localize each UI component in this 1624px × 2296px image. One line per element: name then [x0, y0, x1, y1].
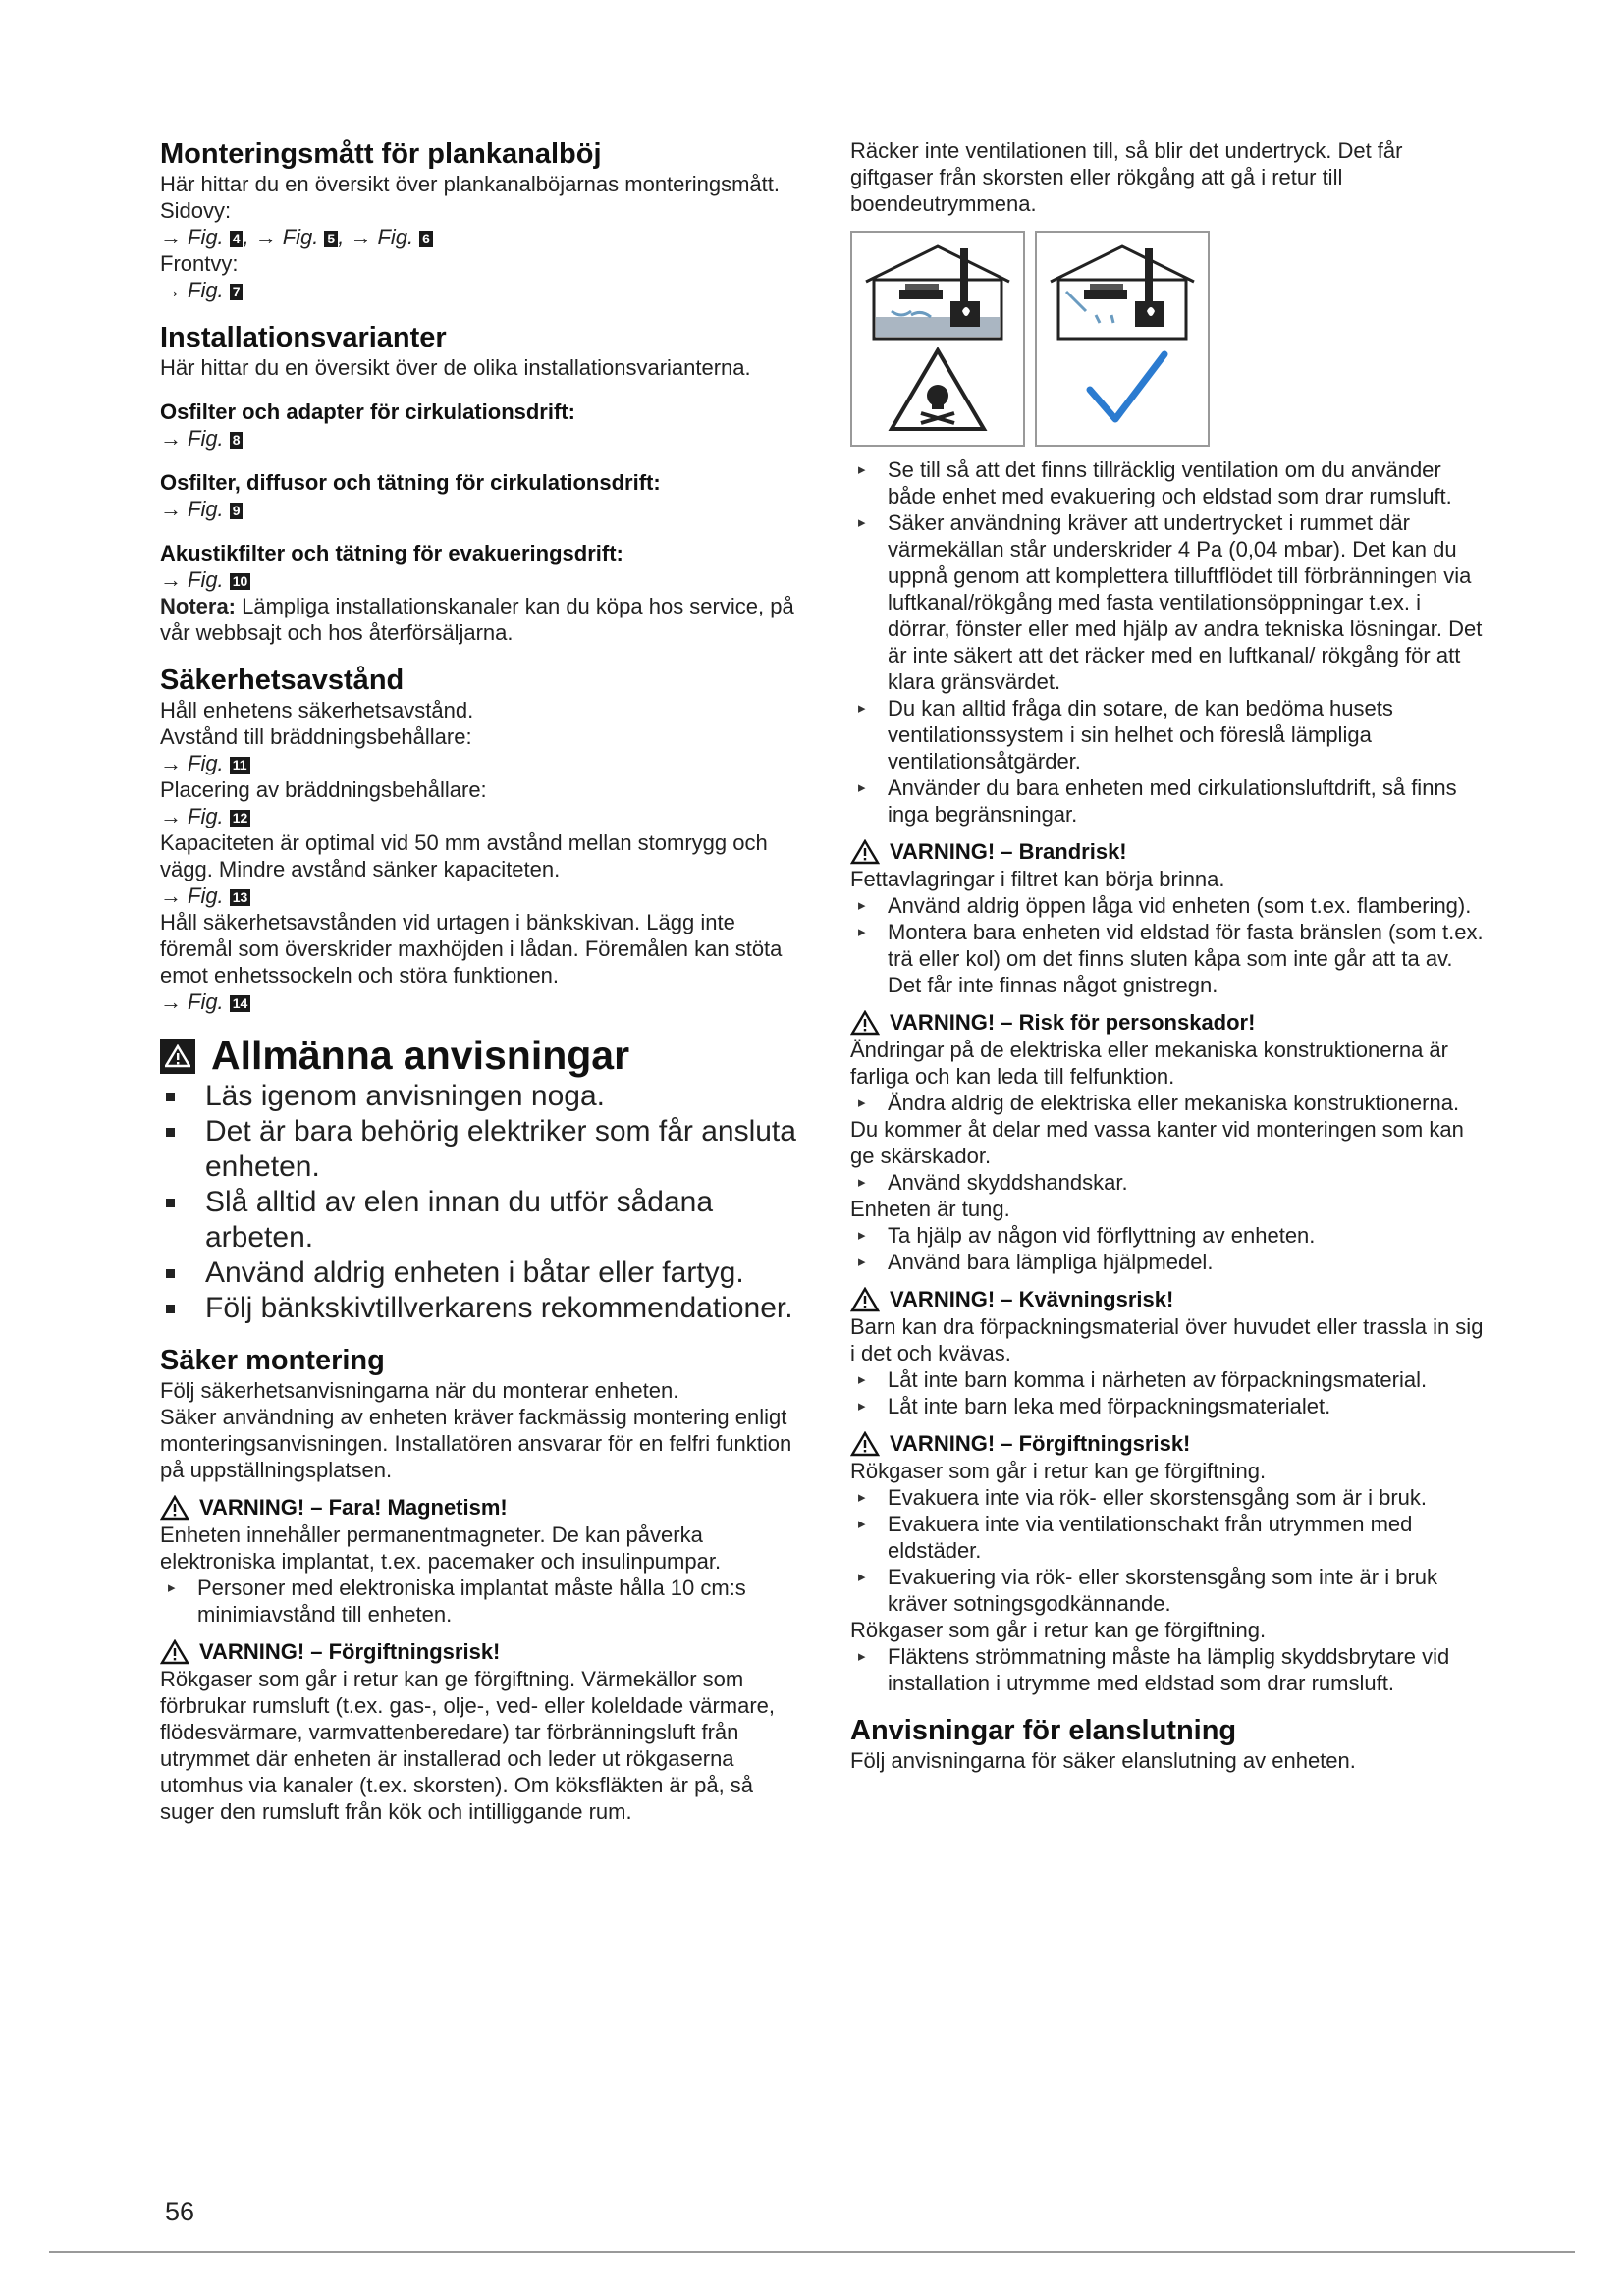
- illustration-good: [1035, 231, 1210, 447]
- warning-fire: VARNING! – Brandrisk!: [850, 837, 1489, 866]
- paragraph: Håll enhetens säkerhetsavstånd.: [160, 698, 474, 722]
- warning-triangle-icon: [160, 1639, 189, 1665]
- paragraph: Fettavlagringar i filtret kan börja brinna.: [850, 867, 1225, 891]
- list-item: Följ bänkskivtillverkarens rekommendationer.: [160, 1291, 798, 1326]
- side-view-figs: → Fig. 4 , → Fig. 5 , → Fig. 6: [160, 224, 798, 250]
- general-instructions-heading: Allmänna anvisningar: [160, 1033, 798, 1079]
- general-instructions-list: [160, 1079, 798, 1326]
- list-item: ▸ Personer med elektroniska implantat måste hålla 10 cm:s minimiavstånd till enheten.: [160, 1575, 798, 1628]
- paragraph: Barn kan dra förpackningsmaterial över huvudet eller trassla in sig i det och kvävas.: [850, 1314, 1484, 1365]
- list-item: ▸ Se till så att det finns tillräcklig ventilation om du använder både enhet med evakuering och eldstad som drar rumsluft.: [850, 456, 1489, 509]
- ventilation-intro: Räcker inte ventilationen till, så blir det undertryck. Det får giftgaser från skorsten eller rökgång att gå i retur till boendeutrymmena.: [850, 138, 1403, 216]
- installation-intro: Här hittar du en översikt över de olika installationsvarianterna.: [160, 355, 751, 380]
- list-item: ▸ Ändra aldrig de elektriska eller mekaniska konstruktionerna.: [850, 1090, 1489, 1116]
- fig-ref: → Fig. 8: [160, 425, 798, 452]
- front-view-label: Frontvy:: [160, 251, 239, 276]
- list-item: ▸ Montera bara enheten vid eldstad för fasta bränslen (som t.ex. trä eller kol) om det finns sluten kåpa som inte går att ta av. Det får inte finnas något gnistregn.: [850, 919, 1489, 998]
- list-item: ▸ Använder du bara enheten med cirkulationsluftdrift, så finns inga begränsningar.: [850, 774, 1489, 828]
- paragraph: Rökgaser som går i retur kan ge förgiftning. Värmekällor som förbrukar rumsluft (t.ex. gas-, olje-, ved- eller koleldade värmare, flödesvärmare, varmvattenberedare) tar förbränningsluft från utrymmet där enheten är installerad och leder ut rökgaserna utomhus via kanaler (t.ex. skorsten). Om köksfläkten är på, så suger den rumsluft från kök och intilliggande rum.: [160, 1667, 776, 1824]
- list-item: ▸ Använd aldrig öppen låga vid enheten (som t.ex. flambering).: [850, 892, 1489, 919]
- paragraph: Säker användning av enheten kräver fackmässig montering enligt monteringsanvisningen. Installatören ansvarar för en felfri funktion på uppställningsplatsen.: [160, 1405, 792, 1482]
- sub-title-1: Osfilter och adapter för cirkulationsdrift:: [160, 400, 575, 424]
- paragraph: Du kommer åt delar med vassa kanter vid monteringen som kan ge skärskador.: [850, 1117, 1464, 1168]
- ventilation-illustration: [850, 231, 1489, 447]
- mounting-intro: Här hittar du en översikt över plankanalböjarnas monteringsmått.: [160, 172, 780, 196]
- fig-number: 5: [324, 231, 338, 247]
- paragraph: Avstånd till bräddningsbehållare:: [160, 724, 472, 749]
- ventilation-bullets: [850, 456, 1489, 828]
- warning-personal-injury: VARNING! – Risk för personskador!: [850, 1008, 1489, 1037]
- footer-rule: [49, 2251, 1575, 2253]
- check-mark-icon: [1090, 354, 1164, 419]
- list-item: Använd aldrig enheten i båtar eller fartyg.: [160, 1255, 798, 1291]
- paragraph: Följ säkerhetsanvisningarna när du monterar enheten.: [160, 1378, 679, 1403]
- warning-magnetism: VARNING! – Fara! Magnetism!: [160, 1493, 798, 1522]
- fig-ref: → Fig. 10: [160, 566, 798, 593]
- right-column: [850, 137, 1489, 1774]
- list-item: ▸ Låt inte barn komma i närheten av förpackningsmaterial.: [850, 1366, 1489, 1393]
- paragraph: Placering av bräddningsbehållare:: [160, 777, 487, 802]
- section-title-electrical: Anvisningar för elanslutning: [850, 1715, 1237, 1746]
- list-item: Läs igenom anvisningen noga.: [160, 1079, 798, 1114]
- paragraph: Ändringar på de elektriska eller mekaniska konstruktionerna är farliga och kan leda till felfunktion.: [850, 1038, 1448, 1089]
- section-title-mounting: Monteringsmått för plankanalböj: [160, 138, 602, 170]
- illustration-bad: [850, 231, 1025, 447]
- list-item: ▸ Evakuera inte via rök- eller skorstensgång som är i bruk.: [850, 1484, 1489, 1511]
- fig-ref: → Fig. 11: [160, 750, 798, 776]
- list-item: ▸ Använd skyddshandskar.: [850, 1169, 1489, 1196]
- paragraph: Kapaciteten är optimal vid 50 mm avstånd mellan stomrygg och vägg. Mindre avstånd sänker kapaciteten.: [160, 830, 768, 881]
- warning-poisoning-2: VARNING! – Förgiftningsrisk!: [850, 1429, 1489, 1458]
- sub-title-3: Akustikfilter och tätning för evakueringsdrift:: [160, 541, 623, 565]
- sub-title-2: Osfilter, diffusor och tätning för cirkulationsdrift:: [160, 470, 661, 495]
- house-icon: [866, 246, 1009, 339]
- warning-triangle-icon: [850, 839, 880, 865]
- list-item: ▸ Låt inte barn leka med förpackningsmaterialet.: [850, 1393, 1489, 1419]
- fig-number: 6: [419, 231, 433, 247]
- fig-number: 4: [230, 231, 244, 247]
- warning-poisoning: VARNING! – Förgiftningsrisk!: [160, 1637, 798, 1666]
- section-title-safe-mounting: Säker montering: [160, 1345, 385, 1376]
- list-item: ▸ Du kan alltid fråga din sotare, de kan bedöma husets ventilationssystem i sin helhet och föreslå lämpliga ventilationsåtgärder.: [850, 695, 1489, 774]
- list-item: ▸ Fläktens strömmatning måste ha lämplig skyddsbrytare vid installation i utrymme med eldstad som drar rumsluft.: [850, 1643, 1489, 1696]
- list-item: ▸ Säker användning kräver att undertrycket i rummet där värmekällan står underskrider 4 Pa (0,04 mbar). Det kan du uppnå genom att komplettera tilluftflödet till förbränningen via luftkanal/rökgång med fasta ventilationsöppningar t.ex. i dörrar, fönster eller med hjälp av andra tekniska lösningar. Det är inte säkert att det räcker med en luftkanal/ rökgång för att klara gränsvärdet.: [850, 509, 1489, 695]
- left-column: [160, 137, 798, 1825]
- side-view-label: Sidovy:: [160, 198, 232, 223]
- paragraph: Följ anvisningarna för säker elanslutning av enheten.: [850, 1748, 1356, 1773]
- list-item: Det är bara behörig elektriker som får ansluta enheten.: [160, 1114, 798, 1185]
- warning-square-icon: [160, 1039, 195, 1074]
- paragraph: Enheten innehåller permanentmagneter. De kan påverka elektroniska implantat, t.ex. pacemaker och insulinpumpar.: [160, 1522, 722, 1574]
- warning-triangle-icon: [850, 1431, 880, 1457]
- note: Notera: Lämpliga installationskanaler kan du köpa hos service, på vår webbsajt och hos återförsäljarna.: [160, 594, 794, 645]
- warning-triangle-icon: [850, 1287, 880, 1312]
- fig-ref: → Fig. 14: [160, 988, 798, 1015]
- warning-triangle-icon: [850, 1010, 880, 1036]
- paragraph: Håll säkerhetsavstånden vid urtagen i bänkskivan. Lägg inte föremål som överskrider maxhöjden i lådan. Föremålen kan stöta emot enhetssockeln och störa funktionen.: [160, 910, 783, 988]
- fig-ref: → Fig. 13: [160, 882, 798, 909]
- fig-ref: → Fig. 9: [160, 496, 798, 522]
- section-title-safety-distance: Säkerhetsavstånd: [160, 665, 405, 696]
- list-item: ▸ Använd bara lämpliga hjälpmedel.: [850, 1249, 1489, 1275]
- paragraph: Rökgaser som går i retur kan ge förgiftning.: [850, 1459, 1267, 1483]
- warning-triangle-icon: [160, 1495, 189, 1521]
- house-icon: [1051, 246, 1194, 339]
- section-title-installation: Installationsvarianter: [160, 322, 447, 353]
- front-view-fig: → Fig. 7: [160, 277, 798, 303]
- skull-warning-icon: [892, 350, 984, 429]
- fig-ref: → Fig. 12: [160, 803, 798, 829]
- paragraph: Rökgaser som går i retur kan ge förgiftning.: [850, 1618, 1267, 1642]
- list-item: ▸ Ta hjälp av någon vid förflyttning av enheten.: [850, 1222, 1489, 1249]
- list-item: ▸ Evakuera inte via ventilationschakt från utrymmen med eldstäder.: [850, 1511, 1489, 1564]
- paragraph: Enheten är tung.: [850, 1197, 1010, 1221]
- warning-suffocation: VARNING! – Kvävningsrisk!: [850, 1285, 1489, 1313]
- list-item: Slå alltid av elen innan du utför sådana arbeten.: [160, 1185, 798, 1255]
- list-item: ▸ Evakuering via rök- eller skorstensgång som inte är i bruk kräver sotningsgodkännande.: [850, 1564, 1489, 1617]
- page-number: 56: [165, 2197, 195, 2226]
